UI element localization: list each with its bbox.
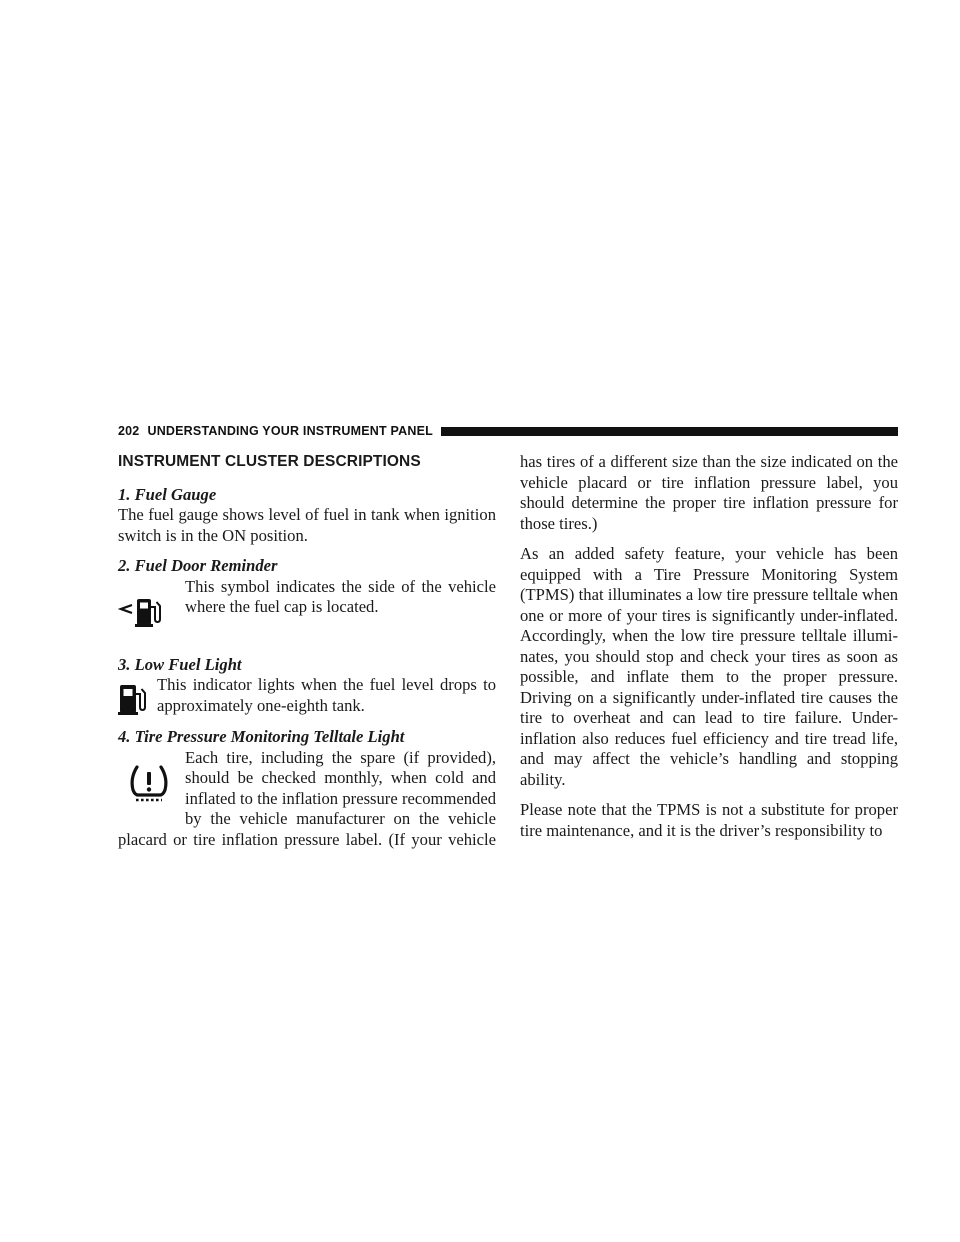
fuel-pump-icon (118, 681, 150, 717)
low-fuel-light-title: 3. Low Fuel Light (118, 654, 242, 674)
tire-pressure-warning-icon (128, 764, 170, 804)
right-column (520, 452, 898, 841)
left-column (118, 452, 496, 850)
fuel-door-reminder-title: 2. Fuel Door Reminder (118, 556, 278, 575)
fuel-gauge-title: 1. Fuel Gauge (118, 484, 217, 504)
fuel-gauge-body: The fuel gauge shows level of fuel in tank when ignition switch is in the ON position. (118, 505, 496, 545)
tpms-body-line: by the vehicle manufacturer on the vehicle (185, 809, 496, 828)
fuel-door-reminder-icon (118, 595, 166, 631)
page-number: 202 (118, 424, 140, 438)
tpms-telltale-block (118, 748, 496, 851)
tpms-telltale-title: 4. Tire Pressure Monitoring Telltale Light (118, 727, 405, 746)
fuel-door-reminder-body: This symbol indicates the side of the vehicle where the fuel cap is located. (185, 576, 496, 616)
page-header (118, 424, 898, 438)
tpms-safety-paragraph: As an added safety feature, your vehicle has been equipped with a Tire Pressure Monitoring System (TPMS) that illuminates a low tire pressure telltale when one or more of your tires is significantly under-inflated. Accordingly, when the low tire pressure telltale illumi-nates, you should stop and check your tires as soon as possible, and inflate them to the proper pressure. Driving on a significantly under-inflated tire causes the tire to overheat and can lead to tire failure. Under-inflation also reduces fuel efficiency and tire tread life, and may affect the vehicle’s handling and stopping ability. (520, 544, 898, 789)
tpms-body-line: inflated to the inflation pressure recommended (185, 788, 496, 808)
tpms-body-line: Each tire, including the spare (if provided), (185, 747, 496, 767)
header-rule (441, 427, 898, 436)
low-fuel-light-block (118, 675, 496, 717)
tpms-continuation-paragraph: has tires of a different size than the size indicated on the vehicle placard or tire inflation pressure label, you should determine the proper tire inflation pressure for those tires.) (520, 452, 898, 533)
low-fuel-light-body: This indicator lights when the fuel level drops to approximately one-eighth tank. (157, 675, 496, 715)
tpms-note-paragraph: Please note that the TPMS is not a substitute for proper tire maintenance, and it is the driver’s responsibility to (520, 800, 898, 840)
tpms-body-line: placard or tire inflation pressure label. (If your vehicle (118, 829, 496, 849)
chapter-title: UNDERSTANDING YOUR INSTRUMENT PANEL (147, 424, 433, 438)
tpms-body-line: should be checked monthly, when cold and (185, 768, 496, 787)
section-heading: INSTRUMENT CLUSTER DESCRIPTIONS (118, 453, 421, 470)
fuel-door-reminder-block (118, 577, 496, 631)
